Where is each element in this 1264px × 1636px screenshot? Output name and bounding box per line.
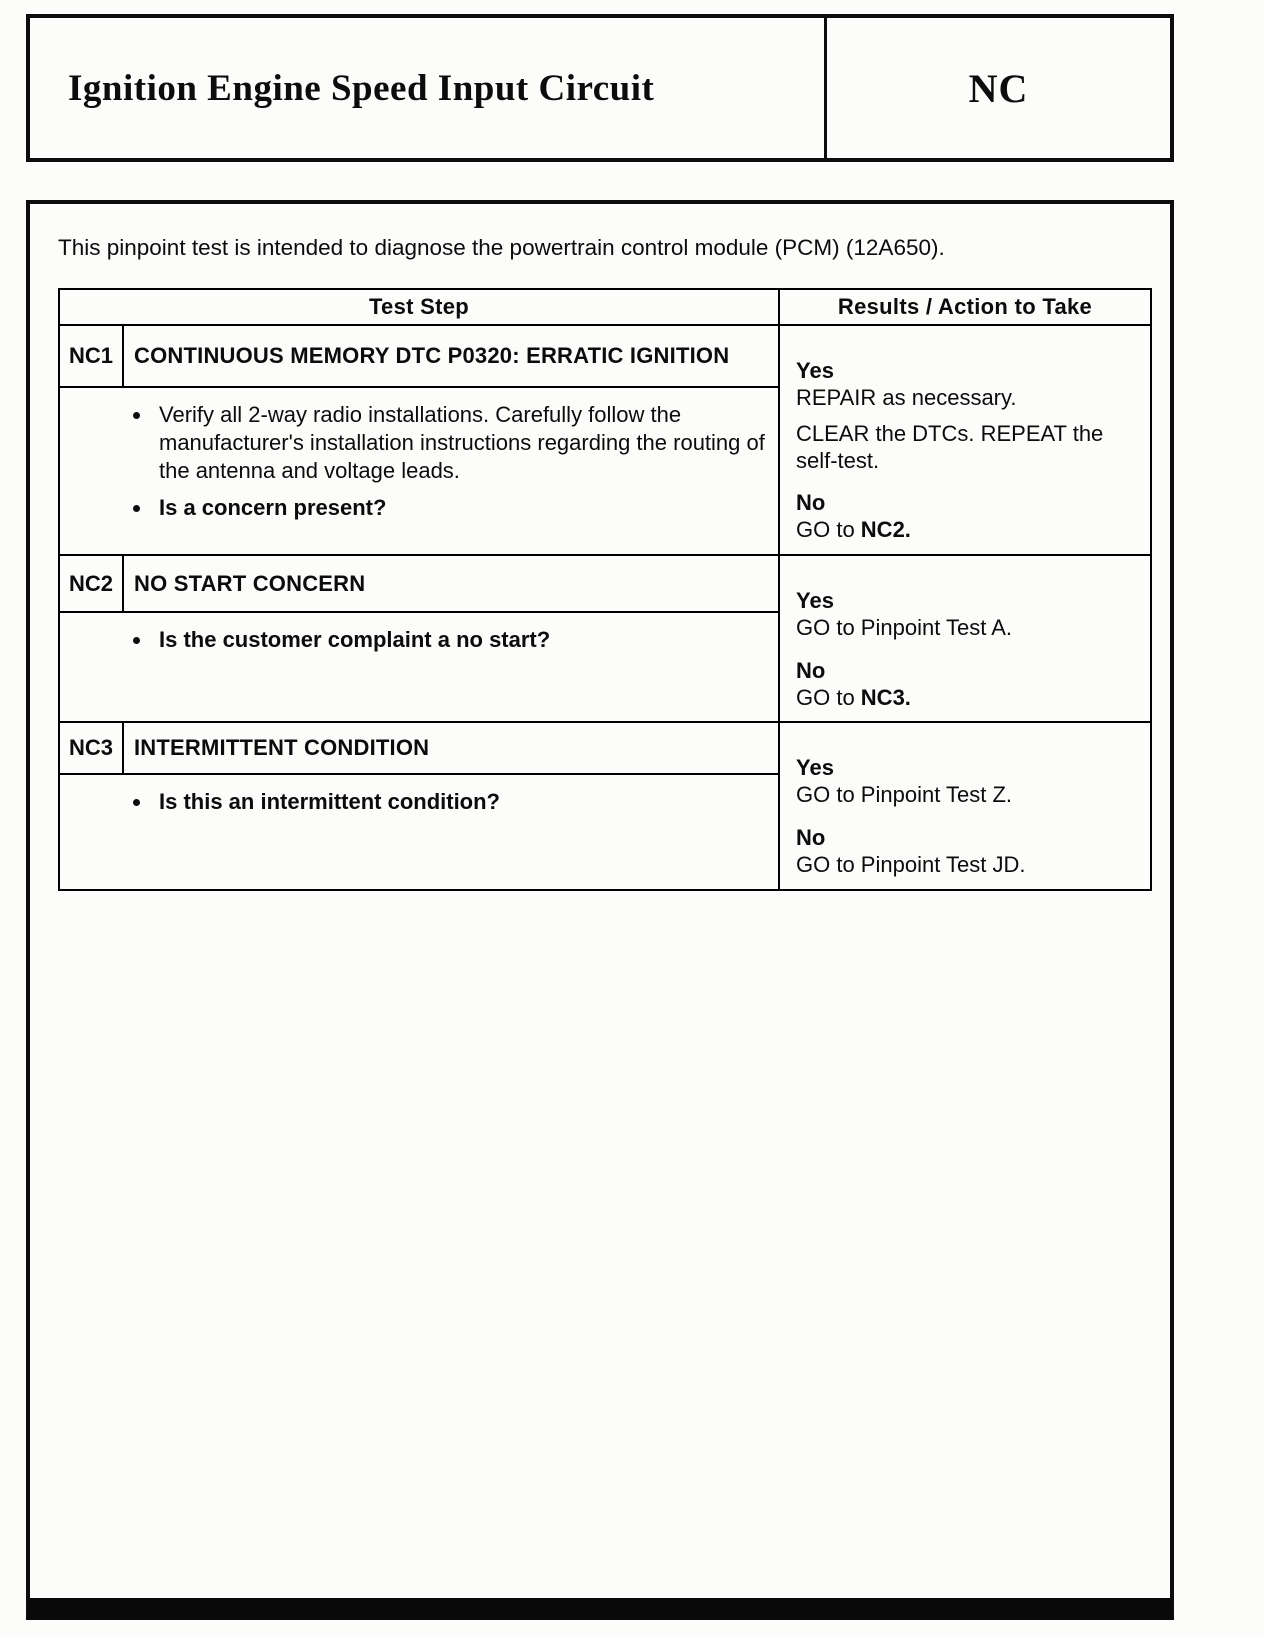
answer-label: No [796, 490, 826, 516]
step-results [779, 325, 1151, 555]
action-line [796, 615, 1136, 642]
action-text: REPAIR as necessary. [796, 384, 1017, 410]
step-id: NC3 [59, 722, 123, 773]
answer-label: Yes [796, 588, 834, 614]
action-line [796, 517, 1136, 544]
step-description [59, 774, 779, 890]
action-text: GO to Pinpoint Test JD. [796, 851, 1026, 877]
step-results [779, 555, 1151, 722]
page-title: Ignition Engine Speed Input Circuit [68, 67, 655, 109]
action-text: CLEAR the DTCs. REPEAT the self-test. [796, 420, 1104, 473]
table-row-nc1 [59, 325, 1151, 387]
action-target: NC2. [860, 517, 911, 543]
action-line [796, 385, 1136, 412]
answer-label: Yes [796, 358, 834, 384]
title-box [26, 14, 1174, 162]
step-id: NC2 [59, 555, 123, 612]
table-row-nc3 [59, 722, 1151, 773]
bullet-item: • Verify all 2-way radio installations. Carefully follow the manufacturer's installation instructions regarding the routing of the antenna and voltage leads. [153, 401, 767, 485]
action-line [796, 685, 1136, 712]
step-title: INTERMITTENT CONDITION [123, 722, 779, 773]
bullet-item: • Is the customer complaint a no start? [153, 626, 767, 654]
action-target: NC3. [860, 684, 911, 710]
step-title: NO START CONCERN [123, 555, 779, 612]
bullet-list [61, 401, 767, 522]
pinpoint-test-table [58, 288, 1152, 891]
answer-label: Yes [796, 755, 834, 781]
step-id: NC1 [59, 325, 123, 387]
action-text: GO to Pinpoint Test Z. [796, 782, 1013, 808]
result-block-yes [796, 588, 1136, 642]
action-text: GO to Pinpoint Test A. [796, 614, 1013, 640]
answer-label: No [796, 657, 826, 683]
bullet-item: • Is this an intermittent condition? [153, 788, 767, 816]
result-block-yes [796, 755, 1136, 809]
content-box [26, 200, 1174, 1620]
action-line [796, 852, 1136, 879]
step-description [59, 387, 779, 555]
action-text: GO to [796, 517, 861, 543]
result-block-no [796, 658, 1136, 712]
table-header-row [59, 289, 1151, 325]
bullet-list [61, 788, 767, 816]
result-block-no [796, 825, 1136, 879]
step-description [59, 612, 779, 722]
action-line [796, 421, 1136, 475]
bullet-list [61, 626, 767, 654]
column-header-test-step: Test Step [59, 289, 779, 325]
answer-label: No [796, 825, 826, 851]
step-results [779, 722, 1151, 889]
step-title: CONTINUOUS MEMORY DTC P0320: ERRATIC IGNITION [123, 325, 779, 387]
bullet-item: • Is a concern present? [153, 494, 767, 522]
action-line [796, 782, 1136, 809]
column-header-results: Results / Action to Take [779, 289, 1151, 325]
action-text: GO to [796, 684, 861, 710]
result-block-no [796, 490, 1136, 544]
table-row-nc2 [59, 555, 1151, 612]
result-block-yes [796, 358, 1136, 474]
section-code: NC [824, 18, 1170, 158]
intro-text: This pinpoint test is intended to diagnose the powertrain control module (PCM) (12A650). [58, 235, 945, 260]
